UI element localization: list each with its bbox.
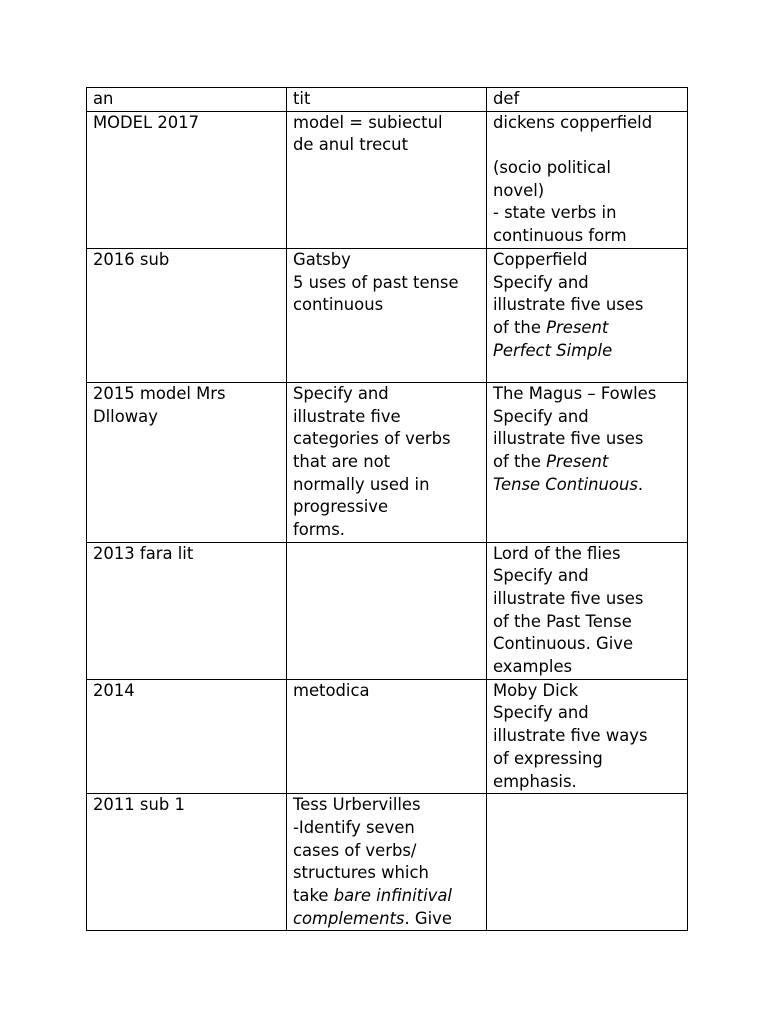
cell-text: illustrate five [293, 406, 401, 426]
table-row [87, 111, 688, 248]
cell-def [487, 542, 688, 679]
cell-text: examples [493, 657, 573, 677]
cell-text: MODEL 2017 [93, 112, 200, 132]
cell-text-italic: Present [546, 317, 609, 337]
cell-text: - state verbs in [493, 203, 617, 223]
cell-text: continuous form [493, 226, 627, 246]
cell-text: . [637, 474, 644, 494]
cell-text-italic: complements [293, 908, 405, 928]
cell-text: structures which [293, 863, 429, 883]
cell-text: 2013 fara lit [93, 543, 194, 563]
table-row [87, 794, 688, 931]
header-cell-an [87, 88, 287, 112]
header-cell-tit [287, 88, 487, 112]
cell-text: Moby Dick [493, 680, 579, 700]
cell-text: Specify and [493, 703, 589, 723]
cell-text: model = subiectul [293, 112, 443, 132]
cell-text: 2011 sub 1 [93, 795, 185, 815]
cell-text: illustrate five uses [493, 295, 644, 315]
cell-text: . Give [404, 908, 452, 928]
cell-text-line [493, 340, 683, 363]
cell-tit [287, 248, 487, 382]
cell-text: of the [493, 317, 547, 337]
cell-text-line [293, 885, 482, 908]
cell-text: Lord of the flies [493, 543, 621, 563]
cell-tit [287, 542, 487, 679]
cell-text: (socio political [493, 158, 611, 178]
cell-text: de anul trecut [293, 135, 408, 155]
table-header-row [87, 88, 688, 112]
cell-def [487, 111, 688, 248]
cell-text: of expressing [493, 748, 603, 768]
cell-text: Tess Urbervilles [293, 795, 421, 815]
cell-text: 5 uses of past tense [293, 272, 459, 292]
table-row [87, 679, 688, 793]
cell-text-italic: Perfect Simple [493, 340, 613, 360]
cell-text-italic: bare infinitival [333, 885, 452, 905]
cell-text: progressive [293, 497, 389, 517]
cell-text: forms. [293, 519, 345, 539]
header-def-text: def [493, 89, 520, 108]
cell-text: Dlloway [93, 406, 158, 426]
cell-tit [287, 382, 487, 542]
cell-an [87, 542, 287, 679]
cell-text: Specify and [493, 406, 589, 426]
cell-text-line [493, 451, 683, 474]
header-cell-def [487, 88, 688, 112]
cell-text: Gatsby [293, 249, 351, 269]
cell-text: illustrate five uses [493, 589, 644, 608]
table-row [87, 542, 688, 679]
cell-def [487, 679, 688, 793]
table-row [87, 248, 688, 382]
header-tit-text: tit [293, 89, 311, 108]
cell-an [87, 111, 287, 248]
cell-text: metodica [293, 680, 370, 700]
blank-line [493, 134, 683, 157]
cell-an [87, 794, 287, 931]
cell-tit [287, 111, 487, 248]
cell-an [87, 248, 287, 382]
cell-text-italic: Tense Continuous [493, 474, 638, 494]
cell-text: Specify and [493, 272, 589, 292]
cell-text: -Identify seven [293, 817, 415, 837]
cell-text: take [293, 885, 334, 905]
cell-text: Specify and [493, 566, 589, 586]
cell-text: Copperfield [493, 249, 588, 269]
cell-tit [287, 794, 487, 931]
cell-def [487, 248, 688, 382]
cell-text: continuous [293, 295, 384, 315]
cell-tit [287, 679, 487, 793]
cell-text: 2016 sub [93, 249, 170, 269]
cell-an [87, 679, 287, 793]
cell-text: of the Past Tense [493, 611, 632, 631]
cell-text: cases of verbs/ [293, 840, 417, 860]
cell-text: 2014 [93, 680, 135, 700]
table-row [87, 382, 688, 542]
cell-text: dickens copperfield [493, 112, 653, 132]
cell-text-italic: Present [546, 451, 609, 471]
cell-an [87, 382, 287, 542]
cell-text: that are not [293, 451, 391, 471]
cell-text: Continuous. Give [493, 634, 634, 654]
cell-text: illustrate five ways [493, 726, 648, 746]
cell-text-line [493, 474, 683, 497]
cell-text: of the [493, 451, 547, 471]
cell-text: normally used in [293, 474, 430, 494]
cell-def [487, 382, 688, 542]
cell-text: emphasis. [493, 771, 577, 791]
cell-text: The Magus – Fowles [493, 383, 657, 403]
cell-def [487, 794, 688, 931]
cell-text: novel) [493, 180, 545, 200]
cell-text: illustrate five uses [493, 429, 644, 449]
cell-text: categories of verbs [293, 429, 451, 449]
cell-text-line [293, 908, 482, 931]
cell-text: Specify and [293, 383, 389, 403]
exam-topics-table [86, 87, 688, 931]
cell-text-line [493, 317, 683, 340]
cell-text: 2015 model Mrs [93, 383, 226, 403]
header-an-text: an [93, 89, 114, 108]
